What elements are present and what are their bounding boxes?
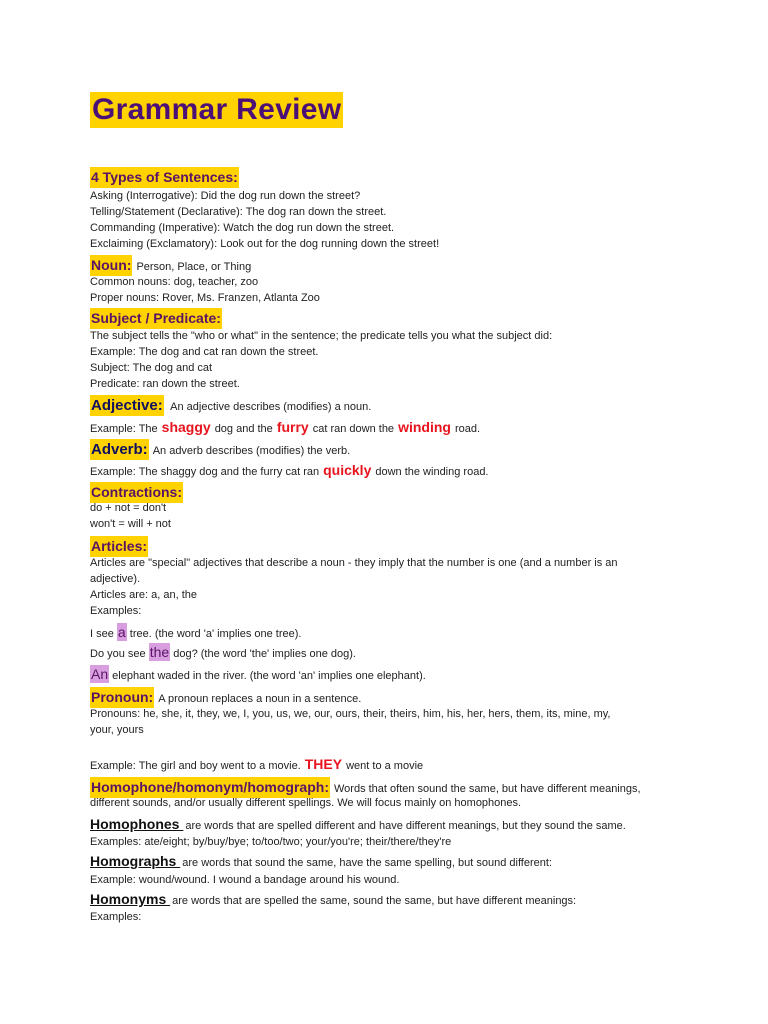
body-text: Example: The girl and boy went to a movie.: [90, 760, 301, 772]
term-heading: Homographs: [90, 853, 181, 869]
document-line: [90, 167, 243, 185]
document-line: [90, 623, 301, 641]
document-line: [90, 890, 576, 908]
body-text: dog? (the word 'the' implies one dog).: [170, 648, 356, 660]
document-line: [90, 705, 610, 723]
body-text: Person, Place, or Thing: [136, 261, 252, 273]
section-heading: Adverb:: [91, 441, 148, 458]
body-text: Subject: The dog and cat: [90, 362, 213, 374]
body-text: do + not = don't: [90, 502, 167, 514]
document-line: [90, 852, 552, 870]
document-line: [90, 515, 171, 533]
section-heading: Articles:: [90, 536, 148, 557]
document-line: [90, 755, 423, 773]
document-line: [90, 536, 152, 554]
body-text: Example: The shaggy dog and the furry cat ran: [90, 466, 320, 478]
document-line: [90, 833, 451, 851]
document-line: [90, 289, 320, 307]
body-text: Words that often sound the same, but have different meanings,: [333, 783, 641, 795]
body-text: Asking (Interrogative): Did the dog run down the street?: [90, 190, 361, 202]
body-text: Predicate: ran down the street.: [90, 378, 240, 390]
body-text: dog and the: [214, 423, 273, 435]
emphasis-word: furry: [276, 419, 309, 435]
section-heading: 4 Types of Sentences:: [90, 167, 239, 188]
section-heading: Subject / Predicate:: [90, 308, 222, 329]
section-heading: Contractions:: [90, 482, 183, 503]
emphasis-word: THEY: [304, 756, 343, 772]
document-line: [90, 255, 251, 273]
page-title: Grammar Review: [92, 93, 342, 126]
body-text: road.: [454, 423, 481, 435]
body-text: An adjective describes (modifies) a noun.: [167, 401, 372, 413]
document-line: [90, 908, 141, 926]
document-line: [90, 439, 350, 457]
emphasis-word: quickly: [323, 462, 372, 478]
document-line: [90, 554, 618, 572]
document-line: [90, 482, 187, 500]
document-line: [90, 375, 240, 393]
body-text: Commanding (Imperative): Watch the dog run down the street.: [90, 222, 395, 234]
body-text: Examples:: [90, 911, 142, 923]
document-line: [90, 395, 371, 413]
document-line: [90, 235, 439, 253]
body-text: different sounds, and/or usually different spellings. We will focus mainly on homophones.: [90, 797, 522, 809]
body-text: are words that are spelled different and have different meanings, but they sound the same.: [185, 820, 626, 832]
body-text: your, yours: [90, 724, 144, 736]
document-line: [90, 602, 141, 620]
document-line: [90, 308, 226, 326]
emphasis-word: shaggy: [161, 419, 211, 435]
term-heading: Homonyms: [90, 891, 171, 907]
body-text: tree. (the word 'a' implies one tree).: [126, 628, 302, 640]
body-text: Example: The: [90, 423, 158, 435]
highlighted-article: a: [117, 624, 126, 640]
emphasis-word: winding: [398, 419, 451, 435]
body-text: down the winding road.: [375, 466, 489, 478]
body-text: cat ran down the: [312, 423, 395, 435]
body-text: Do you see: [90, 648, 149, 660]
section-heading: Pronoun:: [90, 687, 154, 708]
document-line: [90, 687, 361, 705]
body-text: Articles are: a, an, the: [90, 589, 197, 601]
document-line: [90, 721, 144, 739]
document-line: [90, 665, 426, 683]
section-heading: Adjective:: [91, 397, 163, 414]
body-text: are words that sound the same, have the same spelling, but sound different:: [182, 857, 552, 869]
body-text: Examples:: [90, 605, 142, 617]
document-line: [90, 777, 641, 795]
document-line: [90, 461, 489, 479]
term-heading: Homophones: [90, 816, 184, 832]
section-heading: Homophone/homonym/homograph:: [90, 777, 330, 798]
body-text: Exclaiming (Exclamatory): Look out for the dog running down the street!: [90, 238, 440, 250]
body-text: A pronoun replaces a noun in a sentence.: [158, 693, 362, 705]
body-text: Articles are "special" adjectives that describe a noun - they imply that the number is one (and a number is an: [90, 557, 618, 569]
body-text: Common nouns: dog, teacher, zoo: [90, 276, 259, 288]
document-line: [90, 815, 626, 833]
body-text: An adverb describes (modifies) the verb.: [152, 445, 351, 457]
body-text: are words that are spelled the same, sound the same, but have different meanings:: [172, 895, 577, 907]
body-text: Examples: ate/eight; by/buy/bye; to/too/two; your/you're; their/there/they're: [90, 836, 452, 848]
body-text: Telling/Statement (Declarative): The dog ran down the street.: [90, 206, 387, 218]
body-text: Example: wound/wound. I wound a bandage around his wound.: [90, 874, 400, 886]
body-text: Example: The dog and cat ran down the street.: [90, 346, 319, 358]
highlighted-article: the: [149, 644, 170, 660]
body-text: elephant waded in the river. (the word 'an' implies one elephant).: [109, 670, 426, 682]
body-text: The subject tells the "who or what" in the sentence; the predicate tells you what the subject did:: [90, 330, 553, 342]
section-heading: Noun:: [90, 255, 132, 276]
body-text: adjective).: [90, 573, 141, 585]
document-line: [90, 794, 521, 812]
body-text: I see: [90, 628, 117, 640]
document-line: [90, 418, 480, 436]
body-text: Proper nouns: Rover, Ms. Franzen, Atlanta Zoo: [90, 292, 320, 304]
body-text: Pronouns: he, she, it, they, we, I, you, us, we, our, ours, their, theirs, him, his, her, hers, them, its, mine, my,: [90, 708, 611, 720]
highlighted-article: An: [91, 666, 109, 682]
document-line: [90, 871, 399, 889]
body-text: went to a movie: [346, 760, 424, 772]
body-text: won't = will + not: [90, 518, 171, 530]
document-line: [90, 643, 356, 661]
